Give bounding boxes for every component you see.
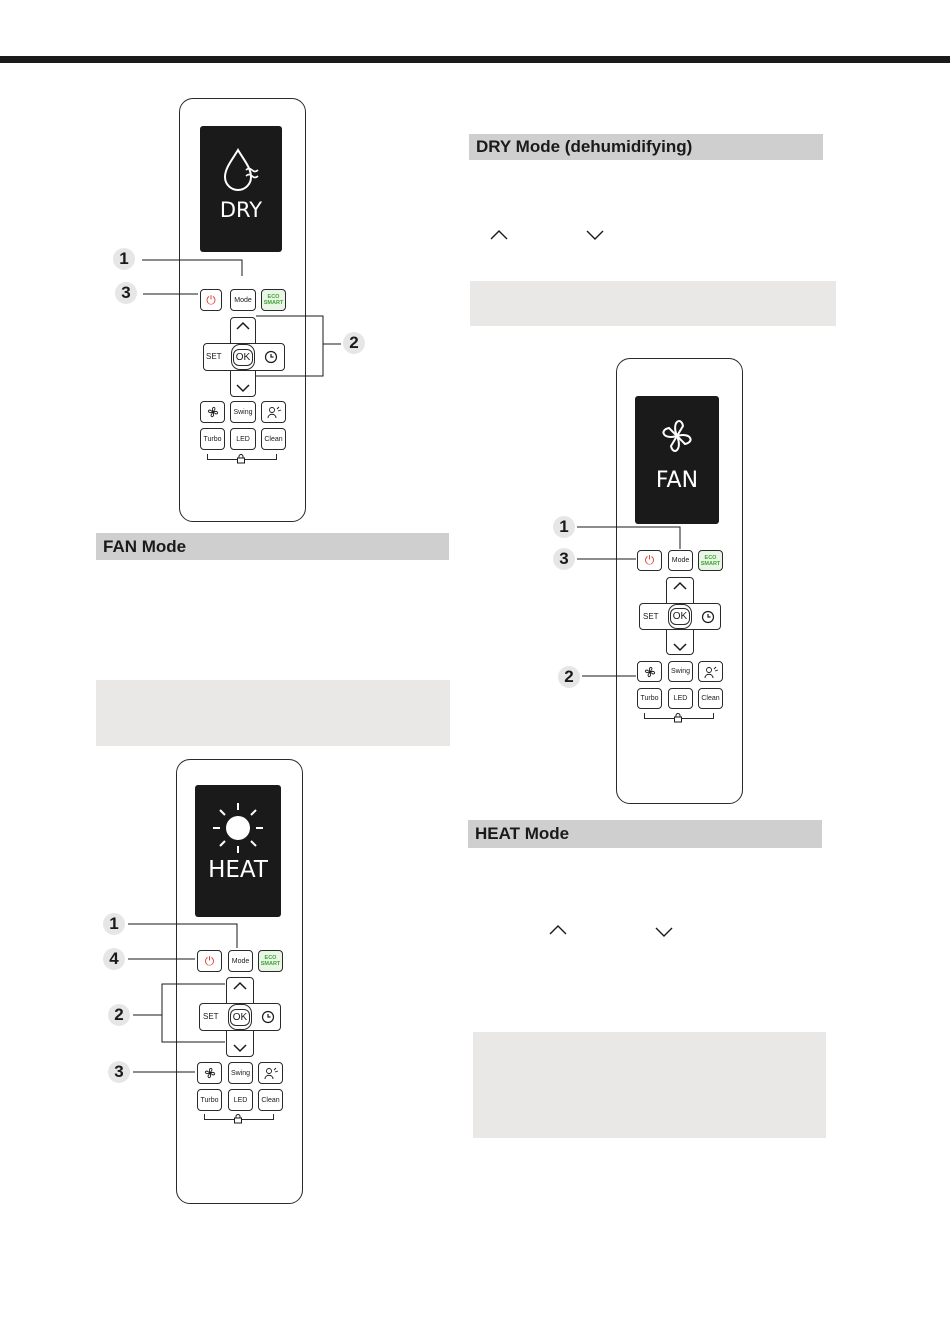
callout-1: 1 bbox=[553, 516, 575, 538]
turbo-button[interactable]: Turbo bbox=[200, 428, 225, 450]
clean-button[interactable]: Clean bbox=[261, 428, 286, 450]
callout-3: 3 bbox=[115, 282, 137, 304]
callout-2: 2 bbox=[343, 332, 365, 354]
callout-2: 2 bbox=[108, 1004, 130, 1026]
mode-button[interactable]: Mode bbox=[230, 289, 256, 311]
swing-button[interactable]: Swing bbox=[228, 1062, 253, 1084]
set-button[interactable]: SET bbox=[206, 352, 222, 361]
screen-mode-label: DRY bbox=[219, 198, 263, 222]
callout-1: 1 bbox=[103, 913, 125, 935]
swing-button[interactable]: Swing bbox=[668, 661, 693, 682]
swing-button[interactable]: Swing bbox=[230, 401, 256, 423]
ok-label: OK bbox=[670, 608, 690, 625]
smart-label: SMART bbox=[263, 300, 284, 306]
set-button[interactable]: SET bbox=[203, 1012, 219, 1021]
screen-mode-label: FAN bbox=[655, 468, 699, 493]
callout-2: 2 bbox=[558, 666, 580, 688]
led-button[interactable]: LED bbox=[230, 428, 256, 450]
set-button[interactable]: SET bbox=[643, 612, 659, 621]
eco-label: ECO bbox=[267, 294, 280, 300]
clean-button[interactable]: Clean bbox=[258, 1089, 283, 1111]
led-button[interactable]: LED bbox=[668, 688, 693, 709]
ok-label: OK bbox=[230, 1009, 250, 1026]
callout-3: 3 bbox=[553, 548, 575, 570]
eco-label: ECO bbox=[704, 554, 717, 561]
power-icon: ⏻ bbox=[206, 292, 216, 307]
section-title-fan: FAN Mode bbox=[96, 533, 449, 560]
section-title-heat: HEAT Mode bbox=[468, 820, 822, 848]
eco-label: ECO bbox=[264, 955, 277, 961]
led-button[interactable]: LED bbox=[228, 1089, 253, 1111]
mode-button[interactable]: Mode bbox=[228, 950, 253, 972]
ok-label: OK bbox=[233, 349, 253, 366]
callout-3: 3 bbox=[108, 1061, 130, 1083]
power-icon: ⏻ bbox=[204, 953, 215, 968]
smart-label: SMART bbox=[260, 961, 281, 967]
clean-button[interactable]: Clean bbox=[698, 688, 723, 709]
smart-label: SMART bbox=[700, 560, 721, 567]
mode-button[interactable]: Mode bbox=[668, 550, 693, 571]
power-icon: ⏻ bbox=[644, 553, 655, 567]
screen-mode-label: HEAT bbox=[208, 857, 268, 883]
section-title-dry: DRY Mode (dehumidifying) bbox=[469, 134, 823, 160]
callout-4: 4 bbox=[103, 948, 125, 970]
turbo-button[interactable]: Turbo bbox=[197, 1089, 222, 1111]
callout-1: 1 bbox=[113, 248, 135, 270]
turbo-button[interactable]: Turbo bbox=[637, 688, 662, 709]
